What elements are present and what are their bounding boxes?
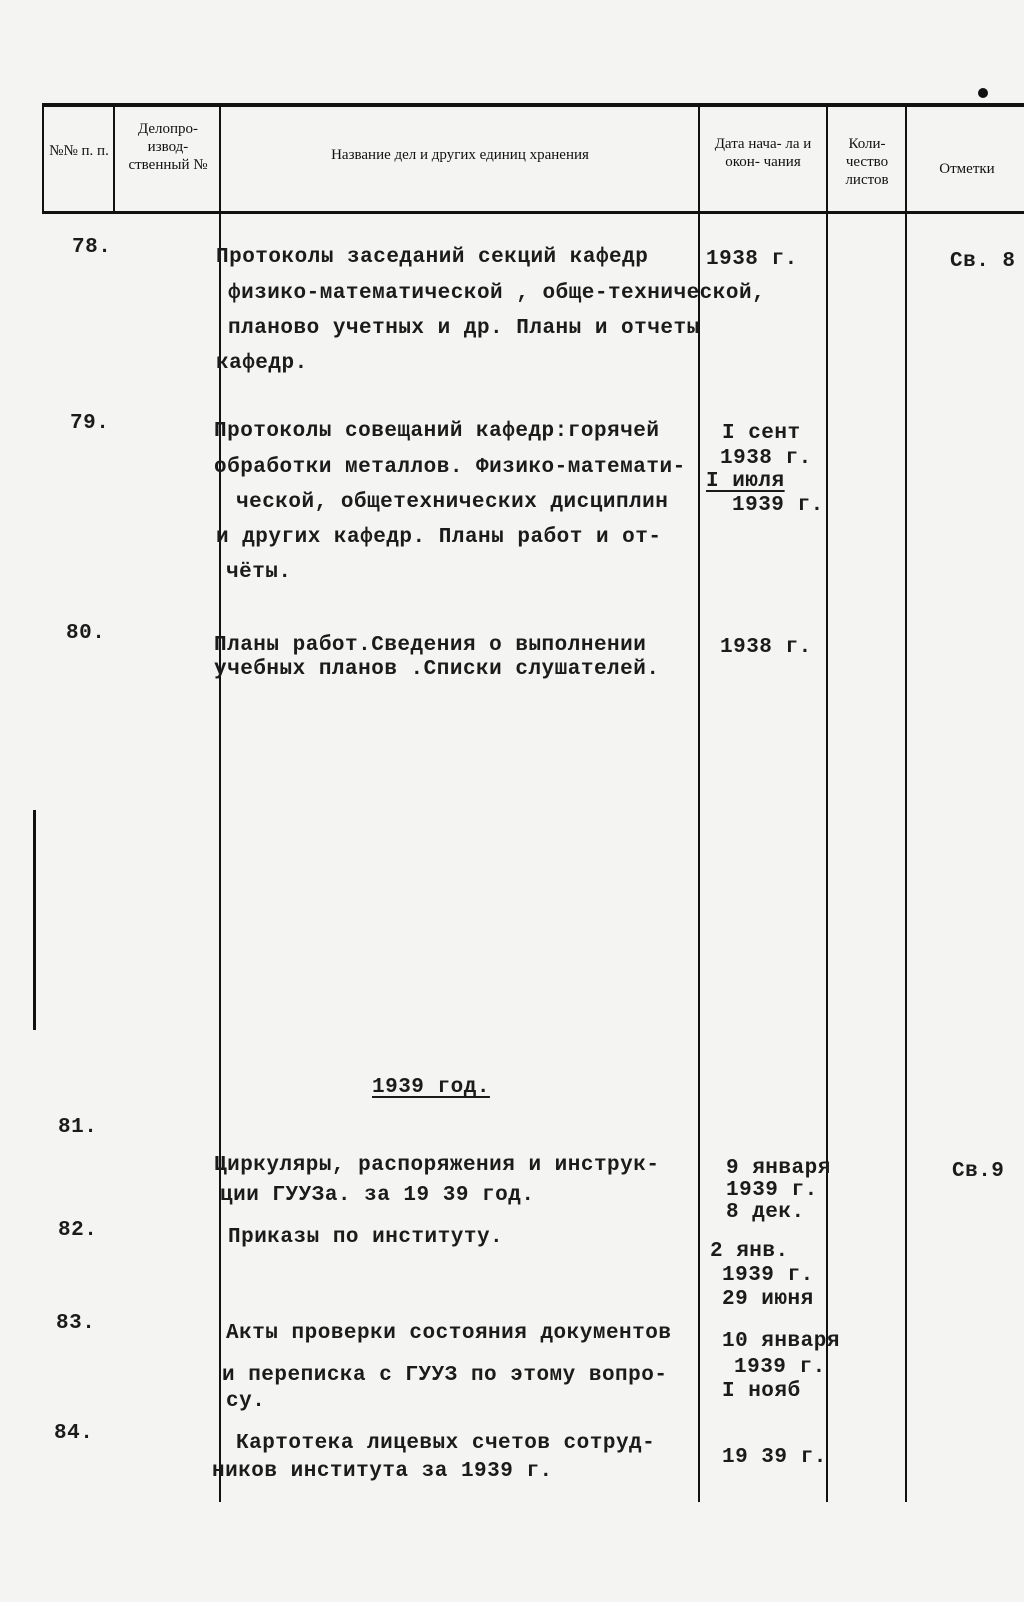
record-date-line: I нояб — [722, 1380, 801, 1403]
record-note: Св. 8 — [950, 250, 1016, 273]
record-date-line: I сент — [722, 422, 801, 445]
record-title-line: Протоколы совещаний кафедр:горячей — [214, 420, 660, 443]
ink-dot — [978, 88, 988, 98]
header-col-number: №№ п. п. — [49, 143, 109, 159]
record-number: 78. — [72, 236, 112, 259]
record-date-line: 1939 г. — [732, 494, 824, 517]
record-title-line: кафедр. — [216, 352, 308, 375]
record-title-line: Циркуляры, распоряжения и инструк- — [214, 1154, 660, 1177]
record-title-line: ников института за 1939 г. — [212, 1460, 553, 1483]
record-title-line: и переписка с ГУУЗ по этому вопро- — [222, 1364, 668, 1387]
record-note: Св.9 — [952, 1160, 1005, 1183]
table-left-rule — [42, 103, 44, 213]
section-heading: 1939 год. — [372, 1076, 490, 1099]
record-date-line: 1938 г. — [720, 447, 812, 470]
record-date-line: 29 июня — [722, 1288, 814, 1311]
record-date-line: 10 января — [722, 1330, 840, 1353]
record-title-line: су. — [226, 1390, 266, 1413]
record-number: 84. — [54, 1422, 94, 1445]
record-title-line: Протоколы заседаний секций кафедр — [216, 246, 649, 269]
header-col-dates: Дата нача- ла и окон- чания — [714, 136, 812, 170]
record-title-line: планово учетных и др. Планы и отчеты — [228, 317, 700, 340]
record-title-line: физико-математической , обще-технической, — [228, 282, 766, 305]
record-title-line: Планы работ.Сведения о выполнении — [214, 634, 647, 657]
header-col-notes: Отметки — [939, 161, 995, 177]
record-number: 79. — [70, 412, 110, 435]
record-date-line: I июля — [706, 470, 785, 493]
record-title-line: обработки металлов. Физико-математи- — [214, 456, 686, 479]
record-title-line: и других кафедр. Планы работ и от- — [216, 526, 662, 549]
record-number: 83. — [56, 1312, 96, 1335]
margin-binding-mark — [33, 810, 36, 1030]
record-date-line: 1938 г. — [720, 636, 812, 659]
record-title-line: учебных планов .Списки слушателей. — [214, 658, 660, 681]
header-bottom-rule — [42, 211, 1024, 214]
record-number: 82. — [58, 1219, 98, 1242]
record-date-line: 9 января — [726, 1157, 831, 1180]
header-col-office-number: Делопро- извод- ственный № — [128, 121, 208, 173]
record-title-line: Картотека лицевых счетов сотруд- — [236, 1432, 656, 1455]
record-title-line: ции ГУУЗа. за 19 39 год. — [220, 1184, 535, 1207]
col-divider-4 — [826, 107, 828, 1502]
record-date-line: 19 39 г. — [722, 1446, 827, 1469]
table-top-rule — [42, 103, 1024, 107]
header-col-title: Название дел и других единиц хранения — [331, 147, 589, 163]
record-date-line: 1939 г. — [734, 1356, 826, 1379]
record-date-line: 1939 г. — [722, 1264, 814, 1287]
record-date-line: 1939 г. — [726, 1179, 818, 1202]
record-title-line: ческой, общетехнических дисциплин — [236, 491, 669, 514]
record-date-line: 8 дек. — [726, 1201, 805, 1224]
record-number: 81. — [58, 1116, 98, 1139]
record-title-line: чёты. — [226, 561, 292, 584]
record-number: 80. — [66, 622, 106, 645]
col-divider-1 — [113, 107, 115, 213]
col-divider-5 — [905, 107, 907, 1502]
record-date-line: 1938 г. — [706, 248, 798, 271]
record-title-line: Приказы по институту. — [228, 1226, 504, 1249]
col-divider-2 — [219, 107, 221, 1502]
record-date-line: 2 янв. — [710, 1240, 789, 1263]
header-col-sheets: Коли- чество листов — [845, 136, 889, 188]
record-title-line: Акты проверки состояния документов — [226, 1322, 672, 1345]
